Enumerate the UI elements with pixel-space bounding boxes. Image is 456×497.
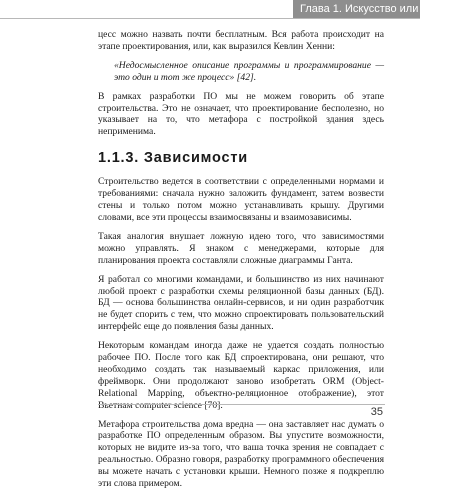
paragraph-dependencies-4: Некоторым командам иногда даже не удается создать полностью рабочее ПО. После того как БД спроектирована, они решают, что необходимо создать так называемый каркас приложения, или фреймворк. Они продолжают заново изобретать ORM (Object-Relational Mapping, объектно-реляционное отображение), этот Вьетнам computer science [70]. — [98, 340, 384, 411]
paragraph-dependencies-2: Такая аналогия внушает ложную идею того, что зависимостями можно управлять. Я знаком с менеджерами, которые для планирования проекта составляли сложные диаграммы Ганта. — [98, 230, 384, 266]
page-body — [98, 29, 384, 497]
page-number: 35 — [370, 406, 383, 418]
section-heading: 1.1.3. Зависимости — [98, 150, 248, 167]
running-header — [0, 0, 456, 19]
footer-divider — [98, 404, 385, 405]
paragraph-dependencies-1: Строительство ведется в соответствии с определенными нормами и требованиями: сначала нужно заложить фундамент, затем возвести стены и только потом можно устанавливать крышу. Другими словами, все эти процессы взаимосвязаны и взаимозависимы. — [98, 176, 384, 223]
page-footer — [0, 402, 420, 420]
chapter-title-tab: Глава 1. Искусство или наука? — [293, 0, 420, 18]
paragraph-intro: цесс можно назвать почти бесплатным. Вся работа происходит на этапе проектирования, или, как выразился Кевлин Хенни: — [98, 29, 384, 52]
paragraph-dependencies-3: Я работал со многими командами, и большинство из них начинают любой проект с разработки схемы реляционной базы данных (БД). БД — основа большинства онлайн-сервисов, и ни один разработчик не будет спорить с тем, что можно спроектировать пользовательский интерфейс еще до появления базы данных. — [98, 273, 384, 333]
paragraph-after-quote: В рамках разработки ПО мы не можем говорить об этапе строительства. Это не означает, что проектирование бесполезно, но указывает на то, что метафора с постройкой здания здесь неприменима. — [98, 90, 384, 138]
block-quote: «Недосмысленное описание программы и программирование — это один и тот же процесс» [42]. — [114, 59, 384, 83]
paragraph-dependencies-5: Метафора строительства дома вредна — она заставляет нас думать о разработке ПО определенным образом. Вы упустите возможности, которых не видите из-за того, что ваша точка зрения не совпадает с реальностью. Образно говоря, разработку программного обеспечения вы можете начать с установки крыши. Немного позже я подкреплю эти слова примером. — [98, 418, 384, 490]
